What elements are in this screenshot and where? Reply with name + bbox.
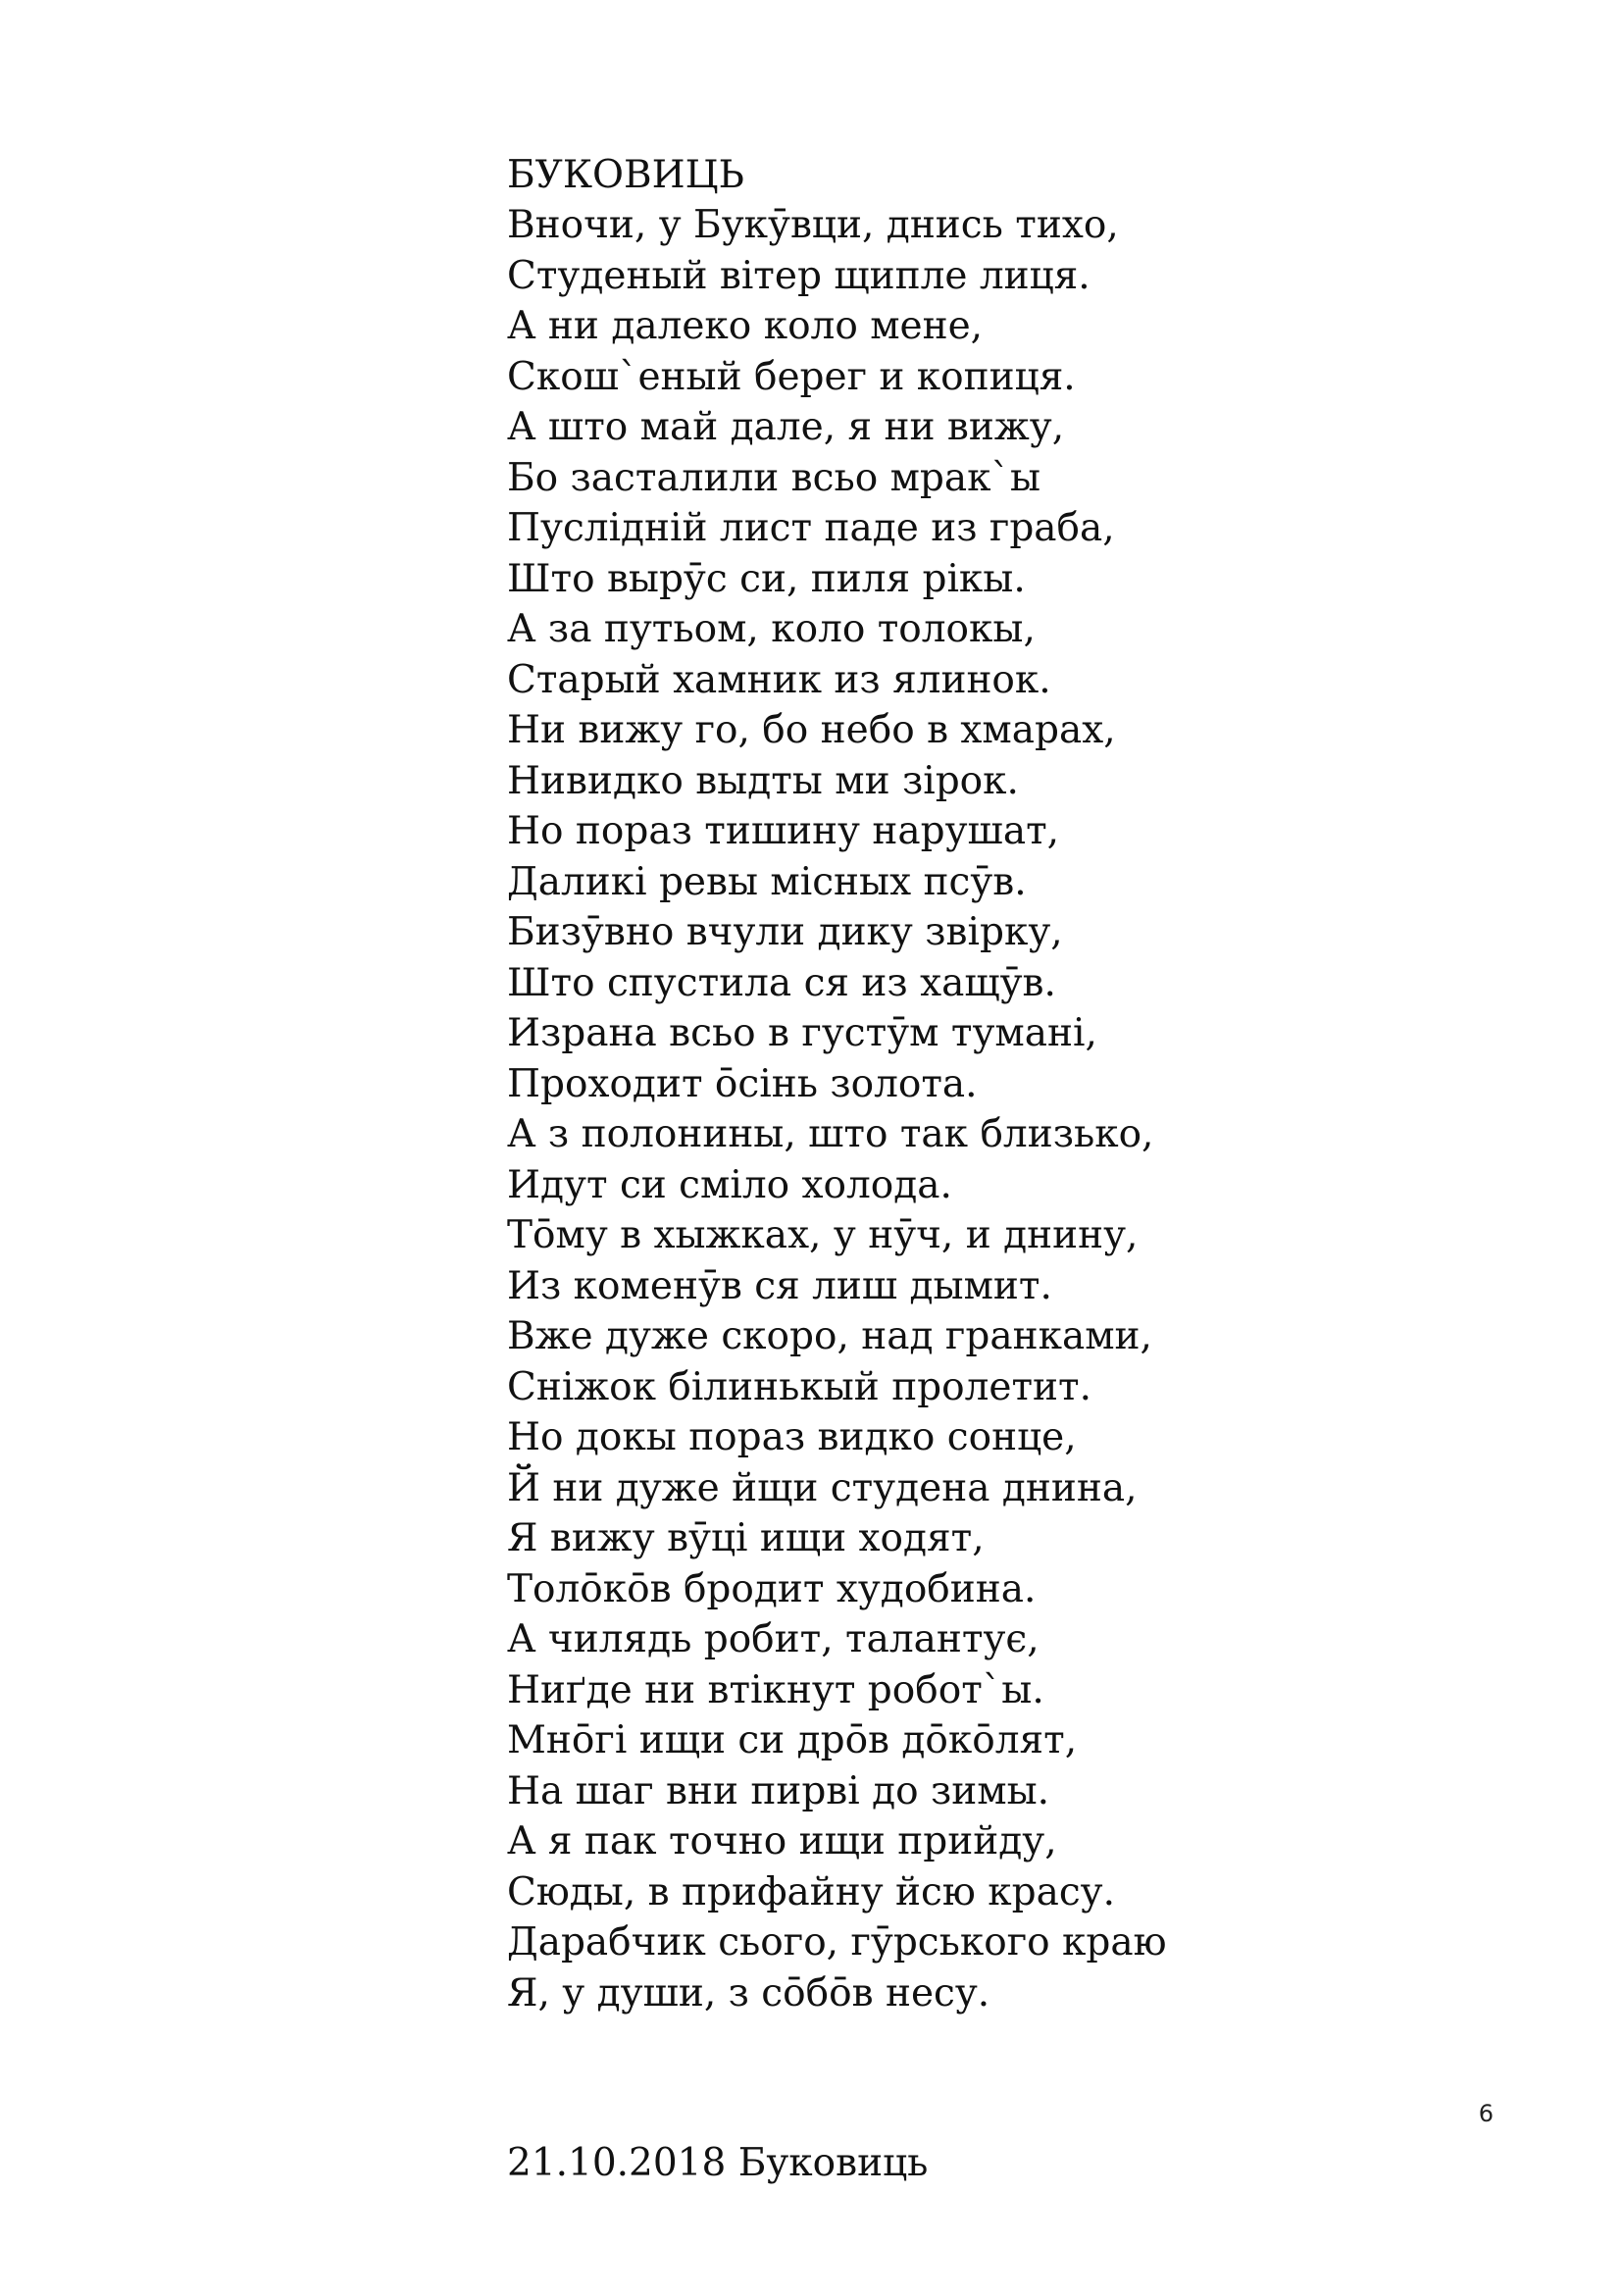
poem-line: Скош`еный берег и копиця. [507,354,1076,399]
poem-line: Ни вижу го, бо небо в хмарах, [507,708,1116,752]
poem-line: А чилядь робит, талантує, [507,1617,1040,1661]
poem-line: Бизӯвно вчули дику звірку, [507,910,1063,954]
poem-line: Сюды, в прифайну йсю красу. [507,1869,1116,1914]
poem-line: Идут си сміло холода. [507,1162,952,1207]
poem-line: Пуслідній лист паде из граба, [507,506,1115,550]
poem-title: БУКОВИЦЬ [507,153,744,197]
poem-line: Даликі ревы місных псӯв. [507,859,1027,904]
poem-line: Вночи, у Букӯвци, днись тихо, [507,203,1119,247]
poem-line: А за путьом, коло толокы, [507,607,1036,651]
poem-line: Студеный вітер щипле лиця. [507,253,1090,298]
poem-line: Старый хамник из ялинок. [507,657,1051,702]
poem-line: Нивидко выдты ми зірок. [507,758,1019,803]
poem-line: Што вырӯс си, пиля рікы. [507,556,1026,601]
poem-line: Проходит ōсінь золота. [507,1061,978,1106]
poem-line: А ни далеко коло мене, [507,304,984,348]
poem-line: Што спустила ся из хащӯв. [507,960,1056,1005]
poem-line: Мнōгі ищи си дрōв дōкōлят, [507,1718,1078,1762]
poem-line: Но пораз тишину нарушат, [507,809,1060,853]
poem-line: Вже дуже скоро, над гранками, [507,1314,1152,1358]
poem-line: А з полонины, што так близько, [507,1112,1154,1156]
poem-line: На шаг вни пирві до зимы. [507,1768,1050,1813]
poem-line: Но докы пораз видко сонце, [507,1415,1077,1459]
poem-lines [507,200,1252,2018]
poem-line: А я пак точно ищи прийду, [507,1819,1057,1863]
poem-line: Дарабчик сього, гӯрського краю [507,1920,1167,1964]
poem-line: Ниґде ни втікнут робот`ы. [507,1667,1044,1712]
poem-line: Й ни дуже йщи студена днина, [507,1465,1138,1510]
poem-line: Тōму в хыжках, у нӯч, и днину, [507,1213,1139,1257]
poem-line: Я, у души, з сōбōв несу. [507,1970,990,2015]
poem-line: Израна всьо в густӯм тумані, [507,1011,1097,1055]
poem-line: Бо засталили всьо мрак`ы [507,455,1041,500]
poem-line: Я вижу вӯці ищи ходят, [507,1516,985,1560]
page-number: 6 [1478,2100,1494,2127]
poem-date-place: 21.10.2018 Буковиць [507,2141,929,2185]
poem-line: Из коменӯв ся лиш дымит. [507,1263,1052,1308]
poem-line: Толōкōв бродит худобина. [507,1566,1037,1611]
poem-line: Сніжок білинькый пролетит. [507,1364,1092,1409]
poem-block [507,150,1252,2018]
poem-line: А што май дале, я ни вижу, [507,405,1065,449]
